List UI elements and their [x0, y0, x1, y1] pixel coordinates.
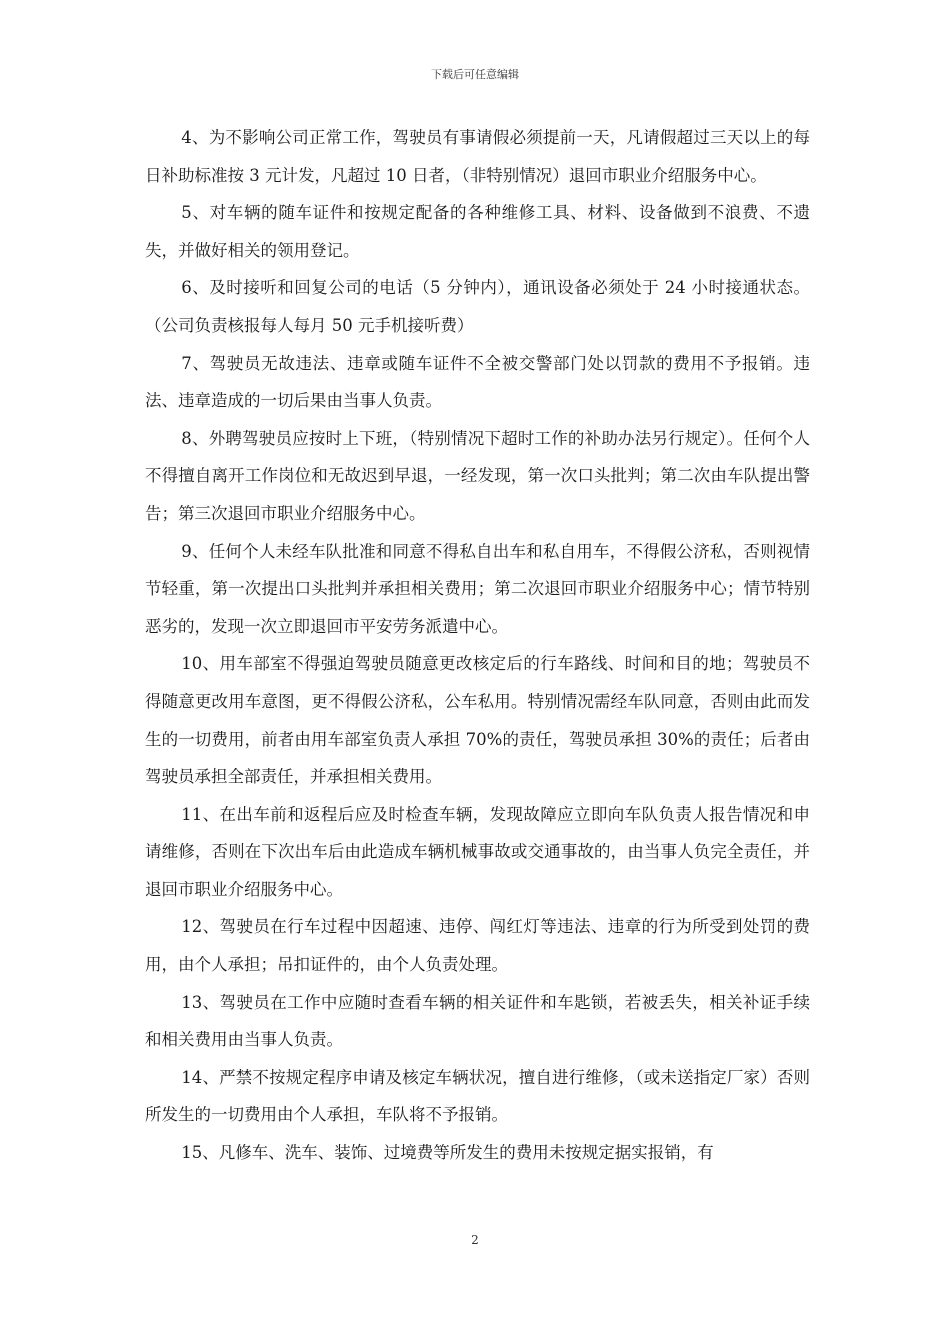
- document-body: [145, 119, 810, 1172]
- paragraph-item-9: 9、任何个人未经车队批准和同意不得私自出车和私自用车，不得假公济私，否则视情节轻重，第一次提出口头批判并承担相关费用；第二次退回市职业介绍服务中心；情节特别恶劣的，发现一次立即退回市平安劳务派遣中心。: [145, 541, 810, 636]
- paragraph-item-12: 12、驾驶员在行车过程中因超速、违停、闯红灯等违法、违章的行为所受到处罚的费用，由个人承担；吊扣证件的，由个人负责处理。: [145, 917, 810, 975]
- paragraph-item-5: 5、对车辆的随车证件和按规定配备的各种维修工具、材料、设备做到不浪费、不遗失，并做好相关的领用登记。: [145, 203, 810, 260]
- paragraph-item-15: 15、凡修车、洗车、装饰、过境费等所发生的费用未按规定据实报销，有: [181, 1143, 714, 1163]
- paragraph-item-8: 8、外聘驾驶员应按时上下班，（特别情况下超时工作的补助办法另行规定）。任何个人不得擅自离开工作岗位和无故迟到早退，一经发现，第一次口头批判；第二次由车队提出警告；第三次退回市职业介绍服务中心。: [145, 428, 810, 523]
- paragraph-item-11: 11、在出车前和返程后应及时检查车辆，发现故障应立即向车队负责人报告情况和申请维修，否则在下次出车后由此造成车辆机械事故或交通事故的，由当事人负完全责任，并退回市职业介绍服务中心。: [145, 804, 810, 899]
- paragraph-item-7: 7、驾驶员无故违法、违章或随车证件不全被交警部门处以罚款的费用不予报销。违法、违章造成的一切后果由当事人负责。: [145, 353, 810, 411]
- page-header: 下载后可任意编辑: [431, 68, 519, 81]
- paragraph-item-4: 4、为不影响公司正常工作，驾驶员有事请假必须提前一天，凡请假超过三天以上的每日补助标准按 3 元计发，凡超过 10 日者，（非特别情况）退回市职业介绍服务中心。: [145, 128, 810, 185]
- paragraph-item-14: 14、严禁不按规定程序申请及核定车辆状况，擅自进行维修，（或未送指定厂家）否则所发生的一切费用由个人承担，车队将不予报销。: [145, 1067, 810, 1125]
- paragraph-item-6: 6、及时接听和回复公司的电话（5 分钟内），通讯设备必须处于 24 小时接通状态。（公司负责核报每人每月 50 元手机接听费）: [145, 278, 810, 335]
- paragraph-item-10: 10、用车部室不得强迫驾驶员随意更改核定后的行车路线、时间和目的地；驾驶员不得随意更改用车意图，更不得假公济私，公车私用。特别情况需经车队同意，否则由此而发生的一切费用，前者由用车部室负责人承担 70%的责任，驾驶员承担 30%的责任；后者由驾驶员承担全部责任，并承担相关费用。: [145, 654, 810, 787]
- page-number: 2: [471, 1233, 479, 1247]
- paragraph-item-13: 13、驾驶员在工作中应随时查看车辆的相关证件和车匙锁，若被丢失，相关补证手续和相关费用由当事人负责。: [145, 992, 810, 1050]
